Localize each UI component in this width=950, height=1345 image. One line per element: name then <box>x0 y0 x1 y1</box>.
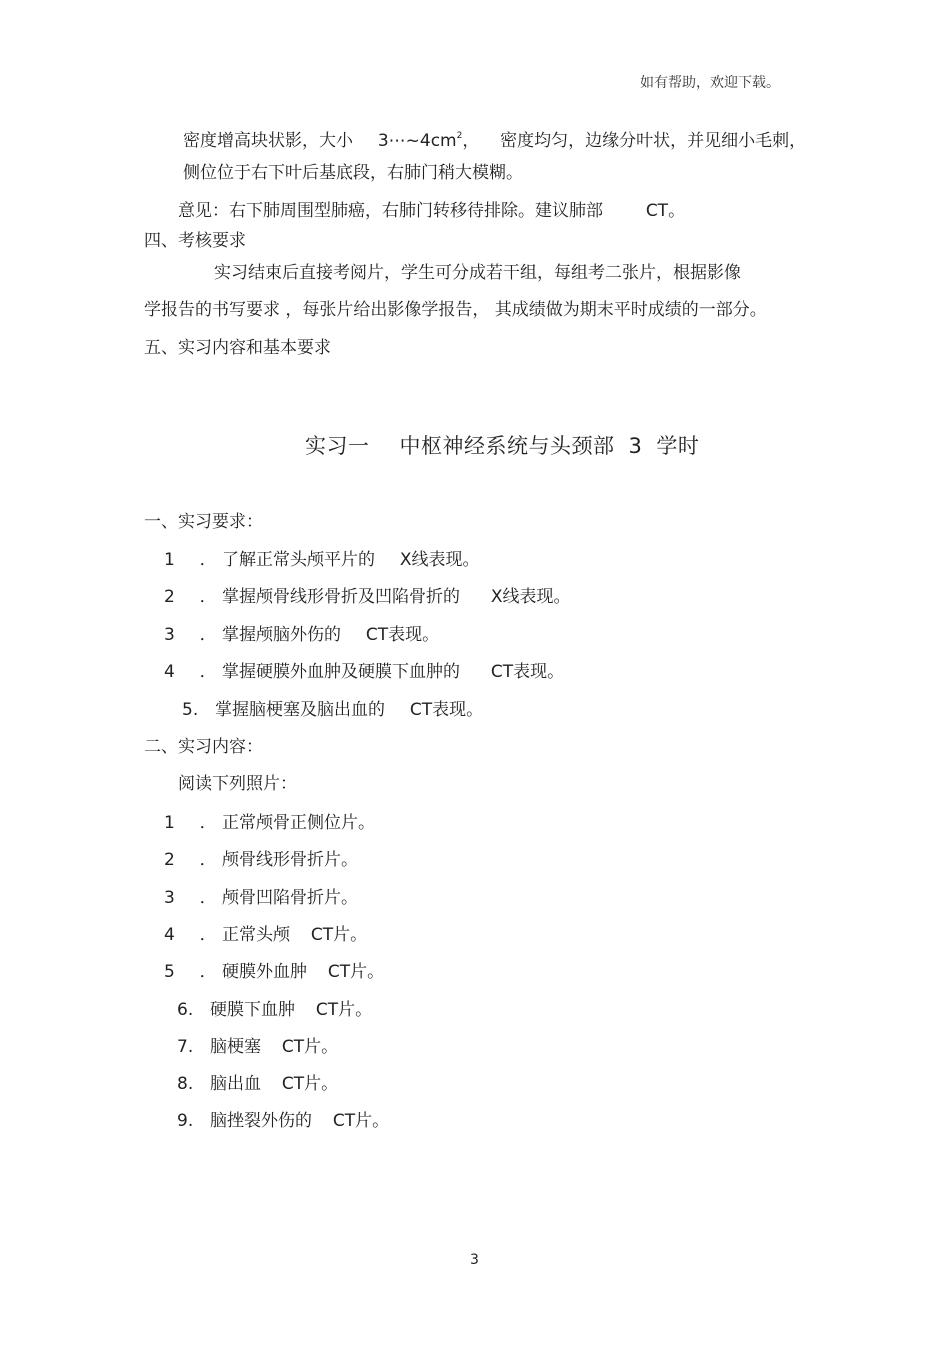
list-item <box>164 662 564 682</box>
list-text: CT片。 <box>315 1000 373 1020</box>
list-sep: ． <box>199 625 217 645</box>
list-text: 正常颅骨正侧位片。 <box>222 813 376 833</box>
paragraph-line: 阅读下列照片： <box>178 774 297 794</box>
list-item <box>177 1000 372 1020</box>
paragraph-line <box>183 126 806 151</box>
section-heading: 一、实习要求： <box>144 512 263 532</box>
list-text: 掌握颅脑外伤的 <box>222 625 342 645</box>
list-item <box>164 550 480 570</box>
section-heading: 二、实习内容： <box>144 737 263 757</box>
list-item <box>177 1111 389 1131</box>
text-span: 密度均匀，边缘分叶状，并见细小毛刺， <box>500 131 807 151</box>
paragraph-line <box>178 201 685 221</box>
list-number: 6. <box>177 1000 194 1020</box>
list-text: 掌握硬膜外血肿及硬膜下血肿的 <box>222 662 461 682</box>
list-text: 掌握颅骨线形骨折及凹陷骨折的 <box>222 587 461 607</box>
list-text: 颅骨线形骨折片。 <box>222 850 359 870</box>
list-text: CT表现。 <box>490 662 565 682</box>
list-text: 脑出血 <box>210 1074 262 1094</box>
list-number: 4 <box>164 662 175 682</box>
list-item <box>164 925 367 945</box>
list-item <box>164 850 358 870</box>
list-text: CT表现。 <box>365 625 440 645</box>
list-sep: ． <box>199 888 217 908</box>
title-part: 学时 <box>656 434 700 458</box>
title-part: 实习一 <box>305 434 370 458</box>
list-number: 2 <box>164 587 175 607</box>
paragraph-line: 学报告的书写要求 ，每张片给出影像学报告， 其成绩做为期末平时成绩的一部分。 <box>144 300 767 320</box>
list-item <box>164 813 375 833</box>
list-text: 脑梗塞 <box>210 1037 262 1057</box>
list-number: 3 <box>164 625 175 645</box>
header-note: 如有帮助，欢迎下载。 <box>640 75 780 91</box>
section-heading: 五、实习内容和基本要求 <box>144 338 331 358</box>
list-text: 颅骨凹陷骨折片。 <box>222 888 359 908</box>
list-number: 1 <box>164 813 175 833</box>
list-text: X线表现。 <box>490 587 571 607</box>
list-text: 正常头颅 <box>222 925 291 945</box>
paragraph-line: 实习结束后直接考阅片，学生可分成若干组，每组考二张片，根据影像 <box>214 263 741 283</box>
list-number: 5 <box>164 962 175 982</box>
list-text: CT片。 <box>327 962 385 982</box>
list-text: CT片。 <box>281 1074 339 1094</box>
list-sep: ． <box>199 962 217 982</box>
list-sep: ． <box>199 587 217 607</box>
list-item <box>164 625 439 645</box>
list-text: 了解正常头颅平片的 <box>222 550 376 570</box>
list-text: 硬膜外血肿 <box>222 962 308 982</box>
list-item <box>164 888 358 908</box>
text-span: CT。 <box>645 201 686 221</box>
list-number: 5. <box>182 700 199 720</box>
list-number: 3 <box>164 888 175 908</box>
list-number: 8. <box>177 1074 194 1094</box>
list-number: 1 <box>164 550 175 570</box>
list-sep: ． <box>199 662 217 682</box>
list-item <box>164 962 384 982</box>
section-heading: 四、考核要求 <box>144 231 246 251</box>
list-sep: ． <box>199 813 217 833</box>
list-sep: ． <box>199 925 217 945</box>
list-number: 7. <box>177 1037 194 1057</box>
list-text: CT表现。 <box>409 700 484 720</box>
title-part: 中枢神经系统与头颈部 <box>399 434 615 458</box>
text-span: 密度增高块状影，大小 <box>183 131 353 151</box>
list-number: 4 <box>164 925 175 945</box>
list-text: CT片。 <box>332 1111 390 1131</box>
list-item <box>164 587 571 607</box>
list-text: 脑挫裂外伤的 <box>210 1111 313 1131</box>
list-item <box>177 1037 338 1057</box>
list-item <box>177 1074 338 1094</box>
text-span: ， <box>462 131 480 151</box>
page-title <box>305 430 699 460</box>
text-span: 意见：右下肺周围型肺癌，右肺门转移待排除。建议肺部 <box>178 201 603 221</box>
list-sep: ． <box>199 850 217 870</box>
list-text: CT片。 <box>310 925 368 945</box>
superscript: 2 <box>456 131 463 141</box>
list-number: 2 <box>164 850 175 870</box>
text-span: 3⋯~4cm <box>377 131 457 151</box>
list-text: 硬膜下血肿 <box>210 1000 296 1020</box>
title-part: 3 <box>628 434 643 458</box>
paragraph-line: 侧位位于右下叶后基底段，右肺门稍大模糊。 <box>183 163 523 183</box>
list-item <box>182 700 483 720</box>
list-text: CT片。 <box>281 1037 339 1057</box>
page-number: 3 <box>470 1252 479 1268</box>
list-text: X线表现。 <box>399 550 480 570</box>
list-sep: ． <box>199 550 217 570</box>
list-number: 9. <box>177 1111 194 1131</box>
list-text: 掌握脑梗塞及脑出血的 <box>215 700 386 720</box>
